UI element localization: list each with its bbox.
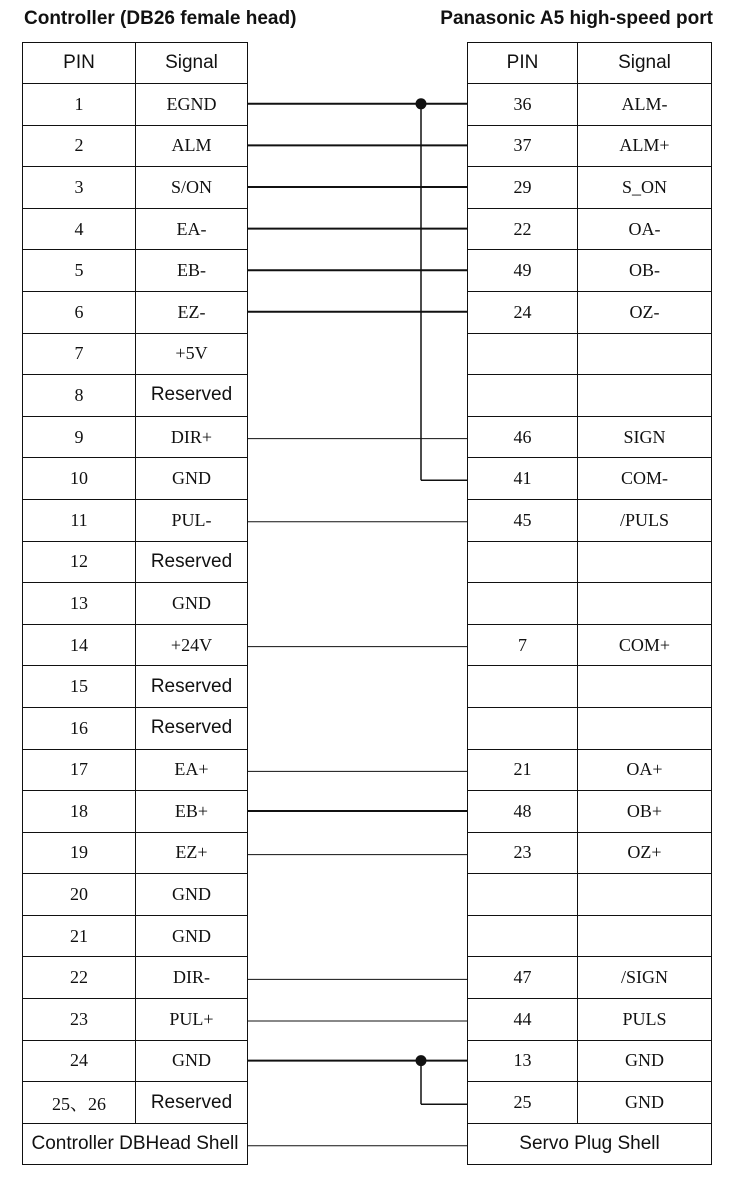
- left-signal-cell: EB-: [136, 250, 248, 292]
- left-pin-cell: 22: [23, 957, 136, 999]
- left-signal-cell: EZ+: [136, 832, 248, 874]
- left-shell-cell: Controller DBHead Shell: [23, 1123, 248, 1165]
- right-signal-cell: COM+: [578, 624, 712, 666]
- right-pin-cell: 36: [468, 84, 578, 126]
- right-pin-cell: 25: [468, 1082, 578, 1124]
- left-pin-cell: 7: [23, 333, 136, 375]
- right-connector-title: Panasonic A5 high-speed port: [440, 8, 713, 29]
- left-pin-cell: 13: [23, 583, 136, 625]
- left-signal-cell: PUL-: [136, 499, 248, 541]
- left-signal-cell: ALM: [136, 125, 248, 167]
- right-pin-header: PIN: [468, 43, 578, 84]
- left-signal-cell: GND: [136, 458, 248, 500]
- junction-dot: [416, 1055, 427, 1066]
- left-signal-cell: EA-: [136, 208, 248, 250]
- right-signal-cell: OB+: [578, 791, 712, 833]
- right-shell-cell: Servo Plug Shell: [468, 1123, 712, 1165]
- left-signal-cell: DIR-: [136, 957, 248, 999]
- left-signal-cell: +5V: [136, 333, 248, 375]
- right-signal-cell: /SIGN: [578, 957, 712, 999]
- right-signal-header: Signal: [578, 43, 712, 84]
- left-pin-cell: 5: [23, 250, 136, 292]
- left-pin-cell: 16: [23, 707, 136, 749]
- left-connector-title: Controller (DB26 female head): [24, 8, 297, 29]
- right-pin-cell: 7: [468, 624, 578, 666]
- right-signal-cell: /PULS: [578, 499, 712, 541]
- right-signal-cell: COM-: [578, 458, 712, 500]
- right-signal-cell: PULS: [578, 999, 712, 1041]
- right-signal-cell: ALM+: [578, 125, 712, 167]
- left-signal-cell: GND: [136, 583, 248, 625]
- left-pin-cell: 2: [23, 125, 136, 167]
- left-signal-cell: GND: [136, 915, 248, 957]
- left-signal-cell: Reserved: [136, 375, 248, 417]
- left-signal-cell: EB+: [136, 791, 248, 833]
- left-pin-cell: 23: [23, 999, 136, 1041]
- left-signal-cell: EA+: [136, 749, 248, 791]
- left-signal-cell: Reserved: [136, 707, 248, 749]
- left-signal-cell: EGND: [136, 84, 248, 126]
- right-pin-cell: 46: [468, 416, 578, 458]
- left-signal-cell: GND: [136, 1040, 248, 1082]
- left-pin-cell: 24: [23, 1040, 136, 1082]
- left-pin-cell: 20: [23, 874, 136, 916]
- left-signal-cell: GND: [136, 874, 248, 916]
- left-pin-cell: 10: [23, 458, 136, 500]
- left-pin-cell: 14: [23, 624, 136, 666]
- right-pin-cell: 47: [468, 957, 578, 999]
- left-pin-cell: 25、26: [23, 1082, 136, 1124]
- right-pin-cell: 45: [468, 499, 578, 541]
- right-pin-cell: 22: [468, 208, 578, 250]
- left-signal-cell: Reserved: [136, 666, 248, 708]
- left-pin-cell: 1: [23, 84, 136, 126]
- right-pin-cell: 13: [468, 1040, 578, 1082]
- left-pin-cell: 4: [23, 208, 136, 250]
- right-signal-cell: ALM-: [578, 84, 712, 126]
- right-signal-cell: GND: [578, 1040, 712, 1082]
- right-signal-cell: S_ON: [578, 167, 712, 209]
- left-signal-cell: Reserved: [136, 1082, 248, 1124]
- left-pin-cell: 6: [23, 291, 136, 333]
- right-pin-cell: 21: [468, 749, 578, 791]
- right-signal-cell: SIGN: [578, 416, 712, 458]
- left-pin-cell: 19: [23, 832, 136, 874]
- right-signal-cell: OB-: [578, 250, 712, 292]
- junction-dot: [416, 98, 427, 109]
- left-pin-cell: 8: [23, 375, 136, 417]
- left-pin-cell: 9: [23, 416, 136, 458]
- left-signal-cell: Reserved: [136, 541, 248, 583]
- right-pin-cell: 23: [468, 832, 578, 874]
- right-signal-cell: GND: [578, 1082, 712, 1124]
- left-pin-cell: 12: [23, 541, 136, 583]
- left-pin-cell: 17: [23, 749, 136, 791]
- left-signal-cell: EZ-: [136, 291, 248, 333]
- left-pin-cell: 18: [23, 791, 136, 833]
- left-pin-cell: 11: [23, 499, 136, 541]
- left-signal-cell: +24V: [136, 624, 248, 666]
- right-pin-cell: 41: [468, 458, 578, 500]
- left-signal-header: Signal: [136, 43, 248, 84]
- left-signal-cell: DIR+: [136, 416, 248, 458]
- right-pin-cell: 44: [468, 999, 578, 1041]
- left-signal-cell: S/ON: [136, 167, 248, 209]
- right-pin-cell: 29: [468, 167, 578, 209]
- left-pin-cell: 3: [23, 167, 136, 209]
- left-pin-cell: 15: [23, 666, 136, 708]
- right-pin-cell: 37: [468, 125, 578, 167]
- left-pin-cell: 21: [23, 915, 136, 957]
- left-pin-header: PIN: [23, 43, 136, 84]
- right-signal-cell: OZ+: [578, 832, 712, 874]
- right-signal-cell: OA+: [578, 749, 712, 791]
- left-signal-cell: PUL+: [136, 999, 248, 1041]
- right-pin-cell: 49: [468, 250, 578, 292]
- right-signal-cell: OZ-: [578, 291, 712, 333]
- right-pin-cell: 24: [468, 291, 578, 333]
- right-signal-cell: OA-: [578, 208, 712, 250]
- right-pin-cell: 48: [468, 791, 578, 833]
